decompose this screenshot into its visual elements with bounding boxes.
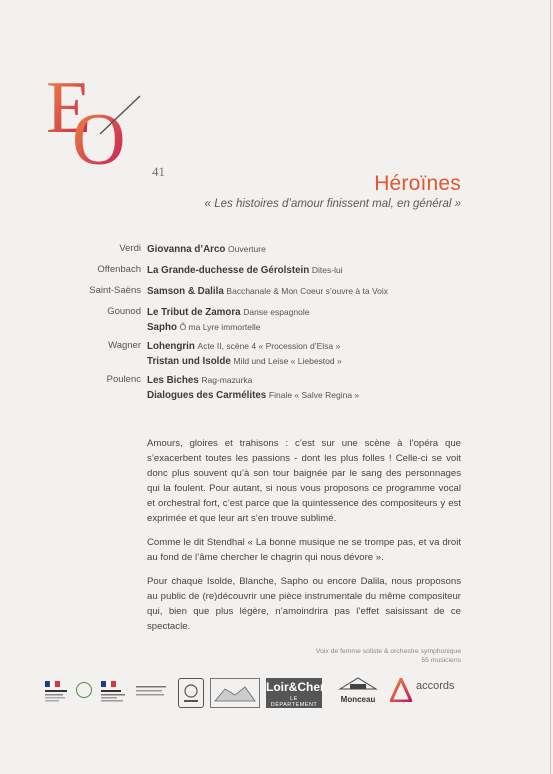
composer-name: Offenbach xyxy=(97,264,141,275)
composer-name: Wagner xyxy=(108,340,141,351)
composer-name: Saint-Saëns xyxy=(89,285,141,296)
work-title: Samson & Dalila xyxy=(147,286,224,297)
credits-line: 55 musiciens xyxy=(421,657,461,664)
partner-logos xyxy=(44,672,504,712)
work-title: Lohengrin xyxy=(147,341,195,352)
composer-name: Verdi xyxy=(119,243,141,254)
monceau-building-icon xyxy=(334,676,382,690)
work-detail: Finale « Salve Regina » xyxy=(268,390,360,400)
work-detail: Danse espagnole xyxy=(243,307,310,317)
work-title: Dialogues des Carmélites xyxy=(147,390,267,401)
page-edge-line xyxy=(550,0,551,774)
work-title: Sapho xyxy=(147,322,177,333)
paragraph: Pour chaque Isolde, Blanche, Sapho ou encore Dalila, nous proposons au public de (re)découvrir une pièce instrumentale du même compositeur qui, bien que plus légère, n’amoindrira pas l’effet saisissant de ce spectacle. xyxy=(147,576,461,632)
title-block xyxy=(205,172,461,210)
work-title: La Grande-duchesse de Gérolstein xyxy=(147,265,310,276)
work-item xyxy=(147,305,309,320)
logo-letter-e: E xyxy=(46,67,92,149)
composer-name: Poulenc xyxy=(106,374,141,385)
republique-francaise-logo xyxy=(44,680,70,708)
work-item xyxy=(147,242,266,257)
monceau-logo xyxy=(334,676,382,710)
loir-et-cher-title: Loir&Cher xyxy=(266,680,325,694)
work-detail: Dites-lui xyxy=(311,265,343,275)
round-emblem-logo xyxy=(76,682,92,698)
credits-line: Voix de femme soliste & orchestre symphonique xyxy=(315,648,461,655)
work-detail: Ô ma Lyre immortelle xyxy=(179,322,261,332)
work-item xyxy=(147,320,309,335)
work-item xyxy=(147,373,359,388)
paragraph: Comme le dit Stendhal « La bonne musique ne se trompe pas, et va droit au fond de l’âme chercher le chagrin qui nous dévore ». xyxy=(147,537,461,563)
work-title: Les Biches xyxy=(147,375,199,386)
loir-et-cher-subtitle: LE DÉPARTEMENT xyxy=(270,696,318,708)
work-detail: Rag-mazurka xyxy=(201,375,253,385)
page-title: Héroïnes xyxy=(374,172,461,195)
credits xyxy=(316,647,461,665)
building-illustration-logo xyxy=(210,678,260,708)
work-item xyxy=(147,263,343,278)
loir-et-cher-logo xyxy=(266,678,325,708)
monceau-label: Monceau xyxy=(340,695,376,704)
work-detail: Bacchanale & Mon Coeur s’ouvre à ta Voix xyxy=(226,286,389,296)
heritage-logo xyxy=(178,678,204,708)
logo-number: 41 xyxy=(152,164,165,179)
eo-logo-mark xyxy=(44,66,154,166)
work-item xyxy=(147,388,359,403)
logo-letter-o: O xyxy=(72,99,126,166)
page-subtitle: « Les histoires d’amour finissent mal, en général » xyxy=(204,198,461,210)
work-title: Le Tribut de Zamora xyxy=(147,307,241,318)
accords-label: accords xyxy=(416,680,455,692)
paragraph: Amours, gloires et trahisons : c’est sur une scène à l’opéra que s’exacerbent toutes les passions - dont les plus folles ! Celle-ci se voit donc plus souvent qu’à son tour baignée par le sang des personnages qui la foulent. Pour autant, si nous vous proposons ce programme vocal et orchestral fort, c’est parce que la quintessence des compositeurs y est exprimée et que leur art s’en trouve sublimé. xyxy=(147,438,461,524)
region-centre-logo xyxy=(100,680,128,710)
drac-text-logo xyxy=(136,684,170,704)
work-title: Giovanna d’Arco xyxy=(147,244,226,255)
work-detail: Acte II, scène 4 « Procession d’Elsa » xyxy=(197,341,341,351)
work-detail: Mild und Leise « Liebestod » xyxy=(233,356,342,366)
description-text xyxy=(147,436,461,643)
composer-name: Gounod xyxy=(107,306,141,317)
work-item xyxy=(147,339,342,354)
accords-triangle-icon xyxy=(390,678,412,702)
eo-logo xyxy=(44,66,165,179)
work-title: Tristan und Isolde xyxy=(147,356,231,367)
work-detail: Ouverture xyxy=(228,244,266,254)
work-item xyxy=(147,284,388,299)
work-item xyxy=(147,354,342,369)
